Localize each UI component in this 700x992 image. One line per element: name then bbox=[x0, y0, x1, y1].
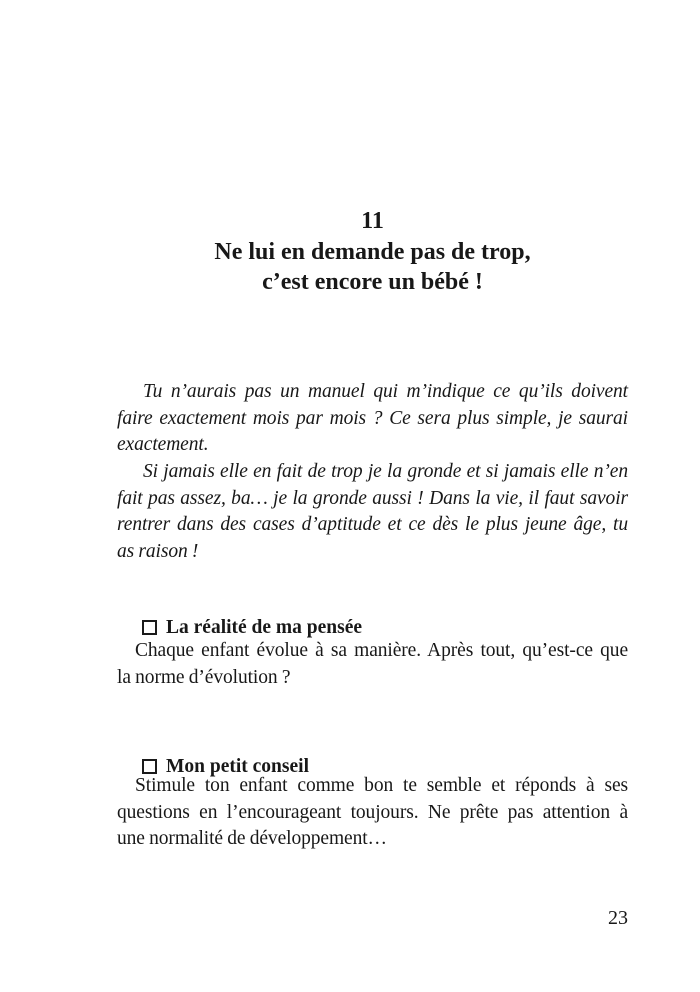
quote-line: Si jamais elle en fait de trop je la gronde et si jamais elle n’en bbox=[143, 460, 628, 482]
section-body-conseil bbox=[117, 773, 628, 853]
chapter-heading bbox=[117, 206, 628, 298]
body-line: la norme d’évolution ? bbox=[117, 666, 291, 688]
quote-line: fait pas assez, ba… je la gronde aussi ! Dans la vie, il faut savoir bbox=[117, 487, 628, 509]
body-line: Chaque enfant évolue à sa manière. Après tout, qu’est-ce que bbox=[135, 640, 628, 661]
body-line: une normalité de développement… bbox=[117, 828, 387, 850]
quote-line: exactement. bbox=[117, 434, 209, 456]
chapter-title-line-2: c’est encore un bébé ! bbox=[262, 269, 483, 295]
body-line: questions en l’encourageant toujours. Ne prête pas attention à bbox=[117, 801, 628, 823]
square-bullet-icon bbox=[142, 620, 157, 635]
body-line: Stimule ton enfant comme bon te semble et réponds à ses bbox=[135, 775, 628, 796]
page-number: 23 bbox=[608, 907, 628, 929]
square-bullet-icon bbox=[142, 759, 157, 774]
chapter-title-line-1: Ne lui en demande pas de trop, bbox=[214, 238, 531, 265]
intro-quote bbox=[117, 379, 628, 566]
section-body-reality bbox=[117, 638, 628, 691]
quote-line: rentrer dans des cases d’aptitude et ce dès le plus jeune âge, tu bbox=[117, 514, 628, 536]
section-heading-label: La réalité de ma pensée bbox=[166, 617, 363, 638]
quote-line: Tu n’aurais pas un manuel qui m’indique ce qu’ils doivent bbox=[143, 381, 628, 402]
chapter-number: 11 bbox=[361, 208, 384, 234]
quote-line: as raison ! bbox=[117, 540, 199, 562]
section-heading-label: Mon petit conseil bbox=[166, 756, 309, 777]
quote-line: faire exactement mois par mois ? Ce sera plus simple, je saurai bbox=[117, 407, 628, 429]
